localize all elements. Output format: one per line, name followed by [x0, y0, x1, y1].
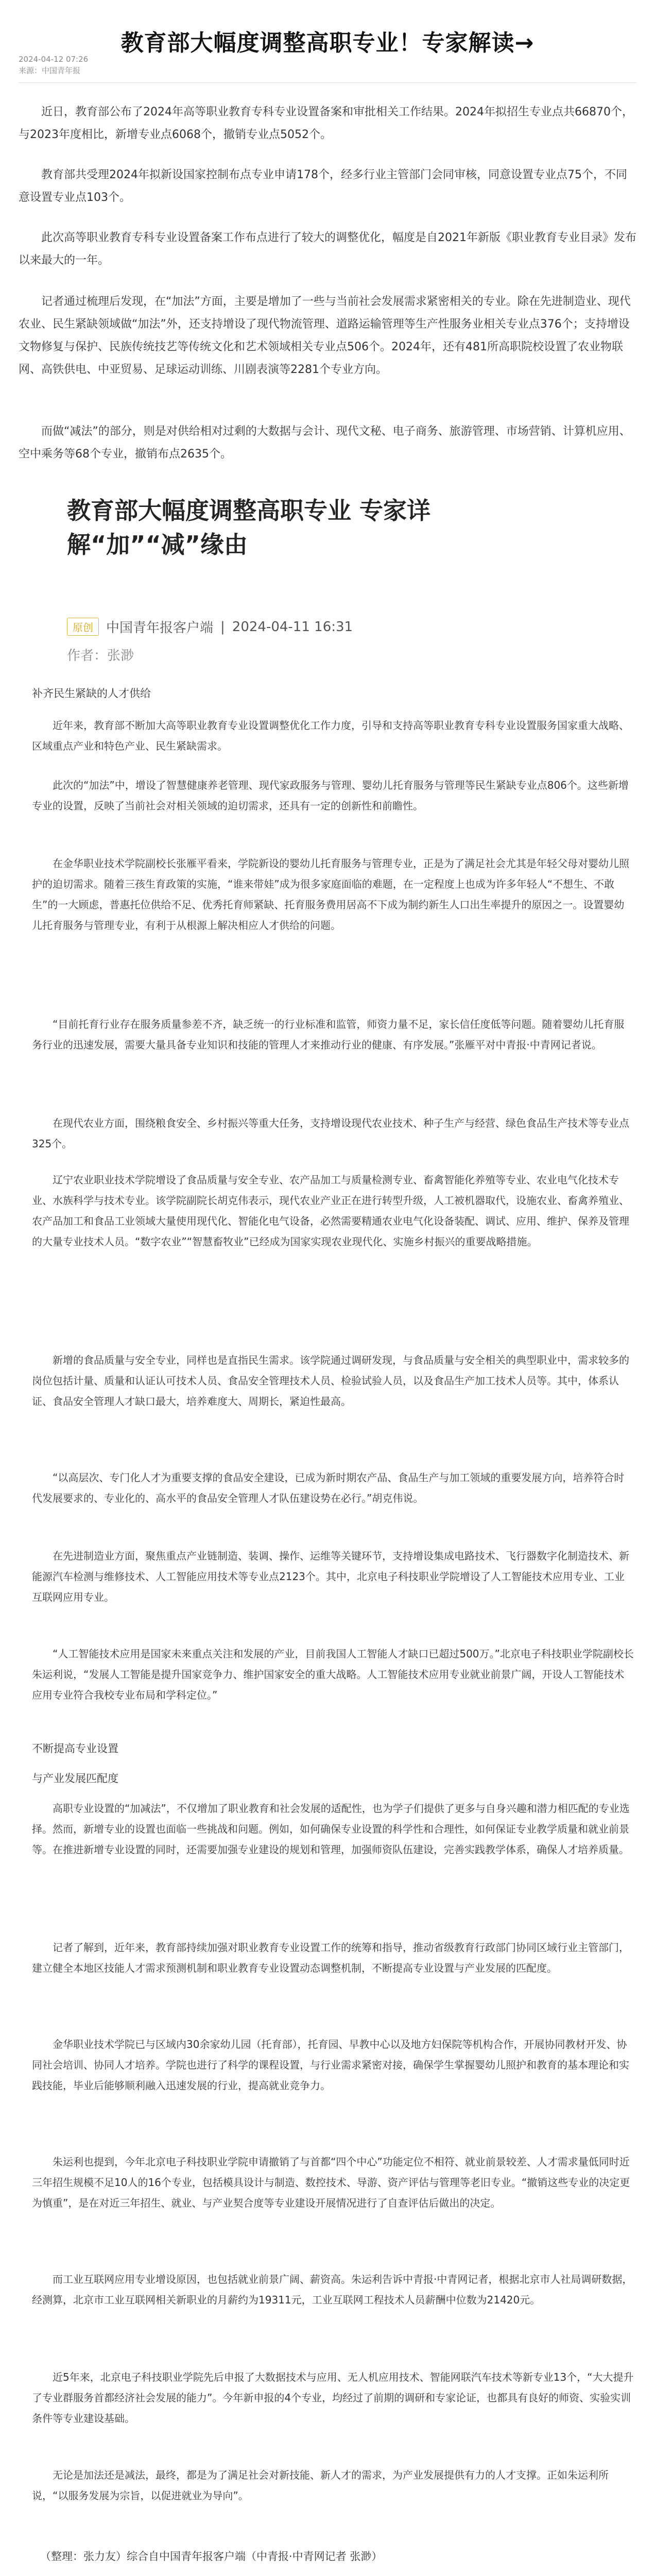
body-paragraph: 近5年来，北京电子科技职业学院先后申报了大数据技术与应用、无人机应用技术、智能网联汽车技术等新专业13个，“大大提升了专业群服务首都经济社会发展的能力”。今年新申报的4个专业，均经过了前期的调研和专家论证，也都具有良好的师资、实验实训条件等专业建设基础。 [32, 2371, 634, 2425]
intro-paragraph-5: 而做“减法”的部分，则是对供给相对过剩的大数据与会计、现代文秘、电子商务、旅游管理、市场营销、计算机应用、空中乘务等68个专业，撤销布点2635个。 [19, 425, 631, 461]
publish-date: 2024-04-12 07:26 [19, 55, 89, 64]
quoted-date: 2024-04-11 16:31 [232, 619, 353, 635]
body-paragraph: 无论是加法还是减法，最终，都是为了满足社会对新技能、新人才的需求，为产业发展提供有力的人才支撑。正如朱运利所说，“以服务发展为宗旨，以促进就业为导向”。 [32, 2469, 609, 2502]
body-paragraph: 此次的“加法”中，增设了智慧健康养老管理、现代家政服务与管理、婴幼儿托育服务与管理等民生紧缺专业点806个。这些新增专业的设置，反映了当前社会对相关领域的迫切需求，还具有一定的创新性和前瞻性。 [32, 779, 629, 812]
page-title: 教育部大幅度调整高职专业！专家解读→ [120, 30, 535, 57]
body-paragraph: 高职专业设置的“加减法”，不仅增加了职业教育和社会发展的适配性，也为学子们提供了更多与自身兴趣和潜力相匹配的专业选择。然而，新增专业的设置也面临一些挑战和问题。例如，如何确保专业设置的科学性和合理性，如何保证专业教学质量和就业前景等。在推进新增专业设置的同时，还需要加强专业建设的规划和管理，加强师资队伍建设，完善实践教学体系，确保人才培养质量。 [32, 1802, 630, 1856]
article-meta [19, 54, 88, 76]
body-paragraph: “目前托育行业存在服务质量参差不齐，缺乏统一的行业标准和监管，师资力量不足，家长信任度低等问题。随着婴幼儿托育服务行业的迅速发展，需要大量具备专业知识和技能的管理人才来推动行业的健康、有序发展。”张雁平对中青报·中青网记者说。 [32, 1018, 625, 1051]
editor-credit: （整理：张力友）综合自中国青年报客户端（中青报·中青网记者 张渺） [40, 2550, 383, 2563]
meta-separator: | [220, 619, 225, 635]
subheading-1: 补齐民生紧缺的人才供给 [32, 687, 151, 700]
intro-paragraph-1: 近日，教育部公布了2024年高等职业教育专科专业设置备案和审批相关工作结果。2024年拟招生专业点共66870个，与2023年度相比，新增专业点6068个，撤销专业点5052个。 [19, 106, 633, 141]
subheading-2: 不断提高专业设置 [32, 1742, 118, 1755]
body-paragraph: 近年来，教育部不断加大高等职业教育专业设置调整优化工作力度，引导和支持高等职业教育专科专业设置服务国家重大战略、区域重点产业和特色产业、民生紧缺需求。 [32, 719, 629, 752]
body-paragraph: 在先进制造业方面，聚焦重点产业链制造、装调、操作、运维等关键环节，支持增设集成电路技术、飞行器数字化制造技术、新能源汽车检测与维修技术、人工智能应用技术等专业点2123个。其中，北京电子科技职业学院增设了人工智能技术应用专业、工业互联网应用专业。 [32, 1550, 629, 1603]
quoted-article-meta [67, 617, 353, 636]
article-source: 来源：中国青年报 [19, 66, 81, 75]
body-paragraph: 新增的食品质量与安全专业，同样也是直指民生需求。该学院通过调研发现，与食品质量与安全相关的典型职业中，需求较多的岗位包括计量、质量和认证认可技术人员、食品安全管理技术人员、检验试验人员，以及食品生产加工技术人员等。其中，体系认证、食品安全管理人才缺口最大，培养难度大、周期长，紧迫性最高。 [32, 1354, 629, 1408]
body-paragraph: 在现代农业方面，围绕粮食安全、乡村振兴等重大任务，支持增设现代农业技术、种子生产与经营、绿色食品生产技术等专业点325个。 [32, 1117, 629, 1150]
intro-paragraph-2: 教育部共受理2024年拟新设国家控制布点专业申请178个，经多行业主管部门会同审核，同意设置专业点75个，不同意设置专业点103个。 [19, 168, 627, 204]
body-paragraph: 在金华职业技术学院副校长张雁平看来，学院新设的婴幼儿托育服务与管理专业，正是为了满足社会尤其是年轻父母对婴幼儿照护的迫切需求。随着三孩生育政策的实施，“谁来带娃”成为很多家庭面临的难题，在一定程度上也成为许多年轻人“不想生、不敢生”的一大顾虑，普惠托位供给不足、优秀托育师紧缺、托育服务费用居高不下成为制约新生人口出生率提升的原因之一。设置婴幼儿托育服务与管理专业，有利于从根源上解决相应人才供给的问题。 [32, 857, 629, 931]
intro-paragraph-4: 记者通过梳理后发现，在“加法”方面，主要是增加了一些与当前社会发展需求紧密相关的专业。除在先进制造业、现代农业、民生紧缺领域做“加法”外，还支持增设了现代物流管理、道路运输管理等生产性服务业相关专业点376个；支持增设文物修复与保护、民族传统技艺等传统文化和艺术领域相关专业点506个。2024年，还有481所高职院校设置了农业物联网、高铁供电、中亚贸易、足球运动训练、川剧表演等2281个专业方向。 [19, 295, 631, 376]
body-paragraph: 辽宁农业职业技术学院增设了食品质量与安全专业、农产品加工与质量检测专业、畜禽智能化养殖等专业、农业电气化技术专业、水族科学与技术专业。该学院副院长胡克伟表示，现代农业产业正在进行转型升级，人工被机器取代，设施农业、畜禽养殖业、农产品加工和食品工业领域大量使用现代化、智能化电气设备，必然需要精通农业电气化设备装配、调试、应用、维护、保养及管理的大量专业技术人员。“数字农业”“智慧畜牧业”已经成为国家实现农业现代化、实施乡村振兴的重要战略措施。 [32, 1174, 629, 1248]
quoted-outlet: 中国青年报客户端 [106, 620, 214, 636]
subheading-3: 与产业发展匹配度 [32, 1772, 118, 1785]
body-paragraph: 记者了解到，近年来，教育部持续加强对职业教育专业设置工作的统筹和指导，推动省级教育行政部门协同区域行业主管部门，建立健全本地区技能人才需求预测机制和职业教育专业设置动态调整机制，不断提高专业设置与产业发展的匹配度。 [32, 1941, 629, 1974]
body-paragraph: “以高层次、专门化人才为重要支撑的食品安全建设，已成为新时期农产品、食品生产与加工领域的重要发展方向，培养符合时代发展要求的、专业化的、高水平的食品安全管理人才队伍建设势在必行。”胡克伟说。 [32, 1471, 625, 1504]
divider [19, 82, 636, 83]
quoted-article-title: 教育部大幅度调整高职专业 专家详解“加”“减”缘由 [67, 497, 431, 558]
body-paragraph: 而工业互联网应用专业增设原因，也包括就业前景广阔、薪资高。朱运利告诉中青报·中青网记者，根据北京市人社局调研数据，经测算，北京市工业互联网相关新职业的月薪约为19311元，工业互联网工程技术人员薪酬中位数为21420元。 [32, 2273, 633, 2306]
intro-paragraph-3: 此次高等职业教育专科专业设置备案工作布点进行了较大的调整优化，幅度是自2021年新版《职业教育专业目录》发布以来最大的一年。 [19, 231, 636, 267]
original-badge: 原创 [67, 618, 99, 636]
body-paragraph: “人工智能技术应用是国家未来重点关注和发展的产业，目前我国人工智能人才缺口已超过500万。”北京电子科技职业学院副校长朱运利说，“发展人工智能是提升国家竞争力、维护国家安全的重大战略。人工智能技术应用专业就业前景广阔，开设人工智能技术应用专业符合我校专业布局和学科定位。” [32, 1648, 634, 1701]
body-paragraph: 金华职业技术学院已与区域内30余家幼儿园（托育部），托育园、早教中心以及地方妇保院等机构合作，开展协同教材开发、协同社会培训、协同人才培养。学院也进行了科学的课程设置，与行业需求紧密对接，确保学生掌握婴幼儿照护和教育的基本理论和实践技能，毕业后能够顺利融入迅速发展的行业，提高就业竞争力。 [32, 2038, 629, 2092]
body-paragraph: 朱运利也提到，今年北京电子科技职业学院申请撤销了与首都“四个中心”功能定位不相符、就业前景较差、人才需求量低同时近三年招生规模不足10人的16个专业，包括模具设计与制造、数控技术、导游、资产评估与管理等老旧专业。“撤销这些专业的决定更为慎重”，是在对近三年招生、就业、与产业契合度等专业建设开展情况进行了自查评估后做出的决定。 [32, 2156, 630, 2209]
quoted-author: 作者：张渺 [67, 648, 134, 664]
